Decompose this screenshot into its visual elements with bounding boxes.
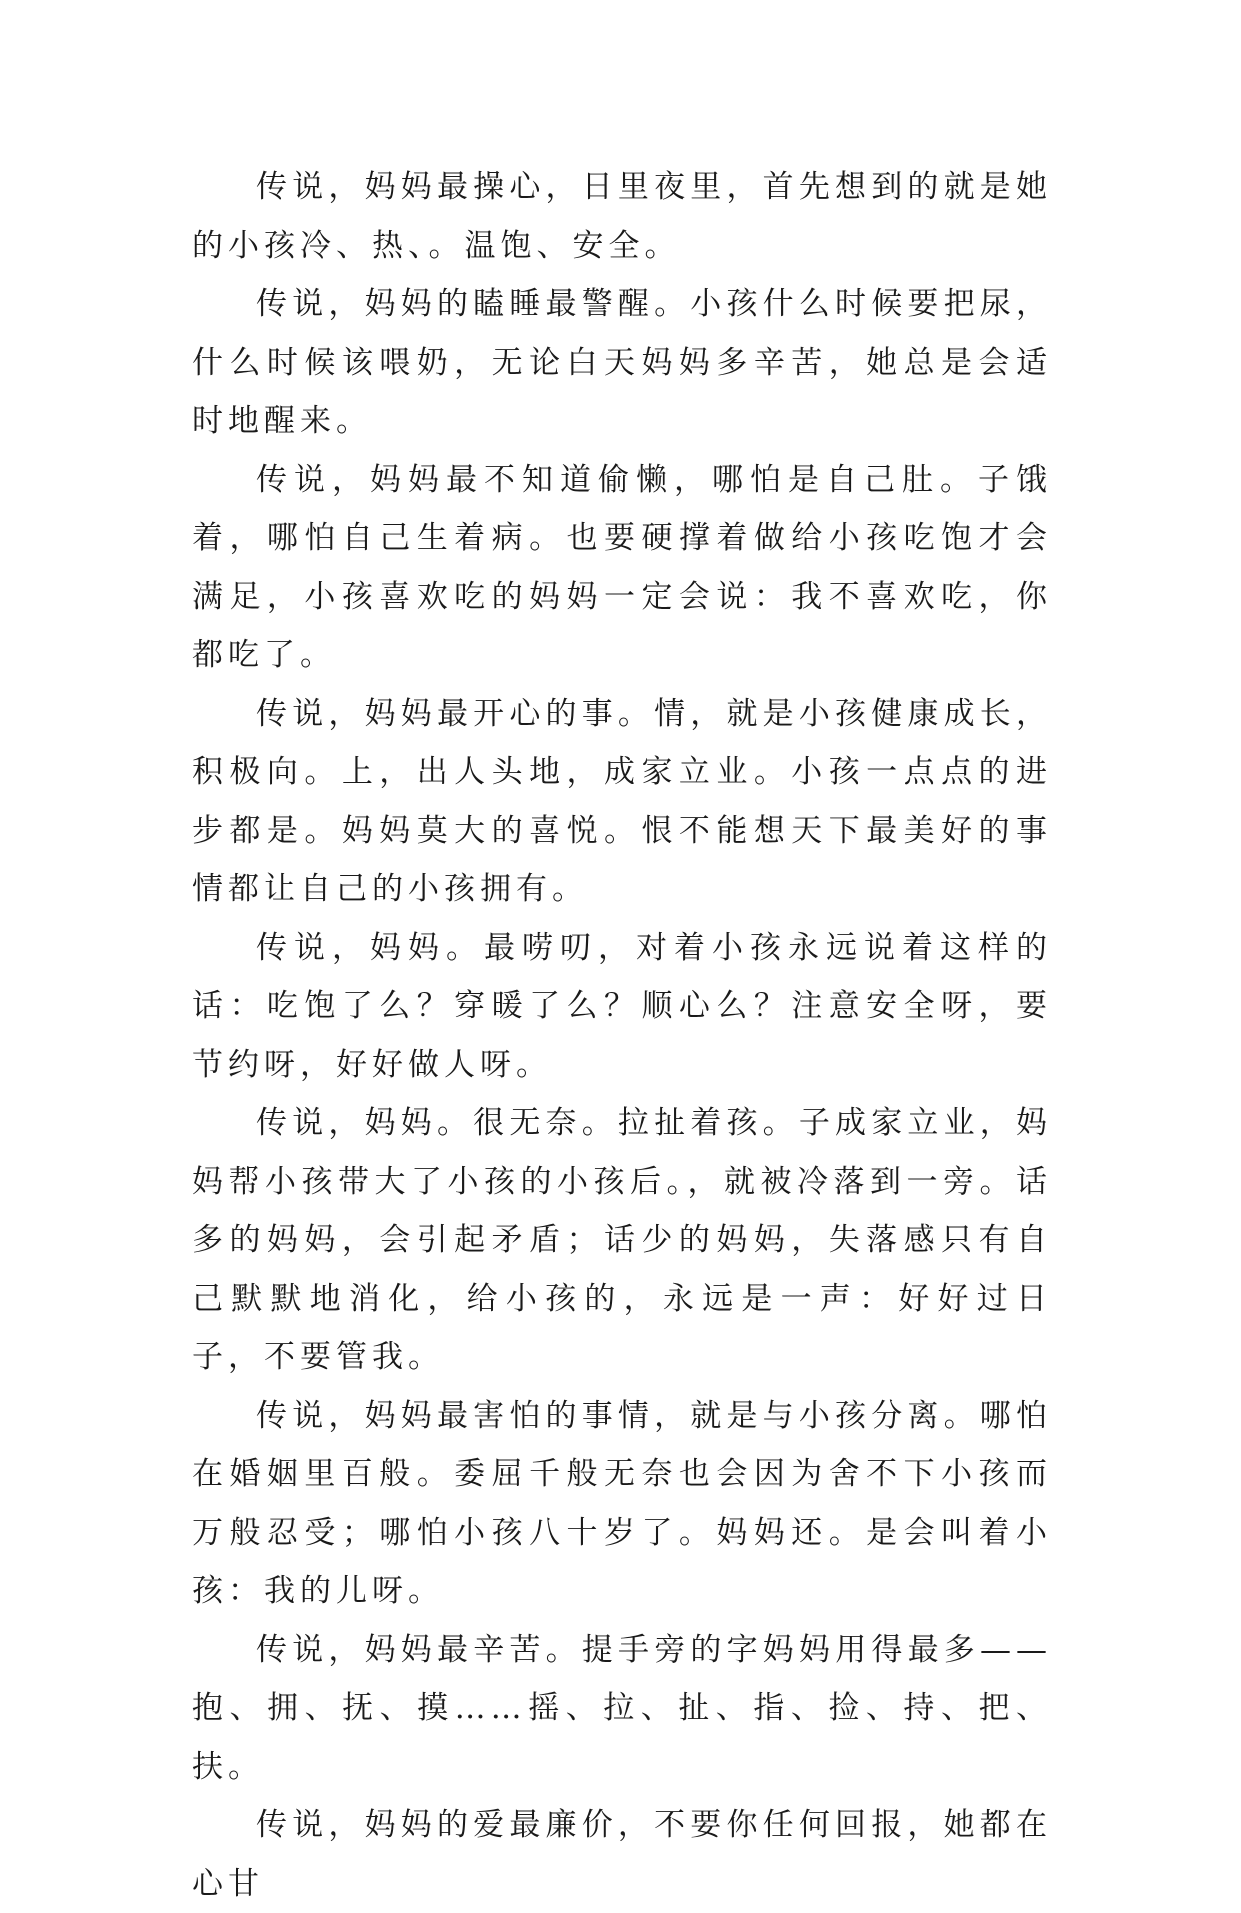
paragraph-3: 传说，妈妈最不知道偷懒，哪怕是自己肚。子饿着，哪怕自己生着病。也要硬撑着做给小孩吃饱才会满足，小孩喜欢吃的妈妈一定会说：我不喜欢吃，你都吃了。	[192, 461, 1052, 673]
paragraph-5: 传说，妈妈。最唠叨，对着小孩永远说着这样的话：吃饱了么？穿暖了么？顺心么？注意安全呀，要节约呀，好好做人呀。	[192, 929, 1052, 1083]
paragraph-2: 传说，妈妈的瞌睡最警醒。小孩什么时候要把尿，什么时候该喂奶，无论白天妈妈多辛苦，她总是会适时地醒来。	[192, 286, 1052, 439]
paragraph-7: 传说，妈妈最害怕的事情，就是与小孩分离。哪怕在婚姻里百般。委屈千般无奈也会因为舍不下小孩而万般忍受；哪怕小孩八十岁了。妈妈还。是会叫着小孩：我的儿呀。	[192, 1397, 1052, 1609]
paragraph-8: 传说，妈妈最辛苦。提手旁的字妈妈用得最多——抱、拥、抚、摸……摇、拉、扯、指、捡、持、把、扶。	[192, 1631, 1052, 1785]
document-body	[192, 158, 1052, 1913]
paragraph-4: 传说，妈妈最开心的事。情，就是小孩健康成长，积极向。上，出人头地，成家立业。小孩一点点的进步都是。妈妈莫大的喜悦。恨不能想天下最美好的事情都让自己的小孩拥有。	[192, 695, 1052, 907]
paragraph-9: 传说，妈妈的爱最廉价，不要你任何回报，她都在心甘	[192, 1807, 1052, 1902]
paragraph-6: 传说，妈妈。很无奈。拉扯着孩。子成家立业，妈妈帮小孩带大了小孩的小孩后。，就被冷落到一旁。话多的妈妈，会引起矛盾；话少的妈妈，失落感只有自己默默地消化，给小孩的，永远是一声：好好过日子，不要管我。	[192, 1105, 1052, 1375]
paragraph-1: 传说，妈妈最操心，日里夜里，首先想到的就是她的小孩冷、热、。温饱、安全。	[192, 169, 1052, 264]
